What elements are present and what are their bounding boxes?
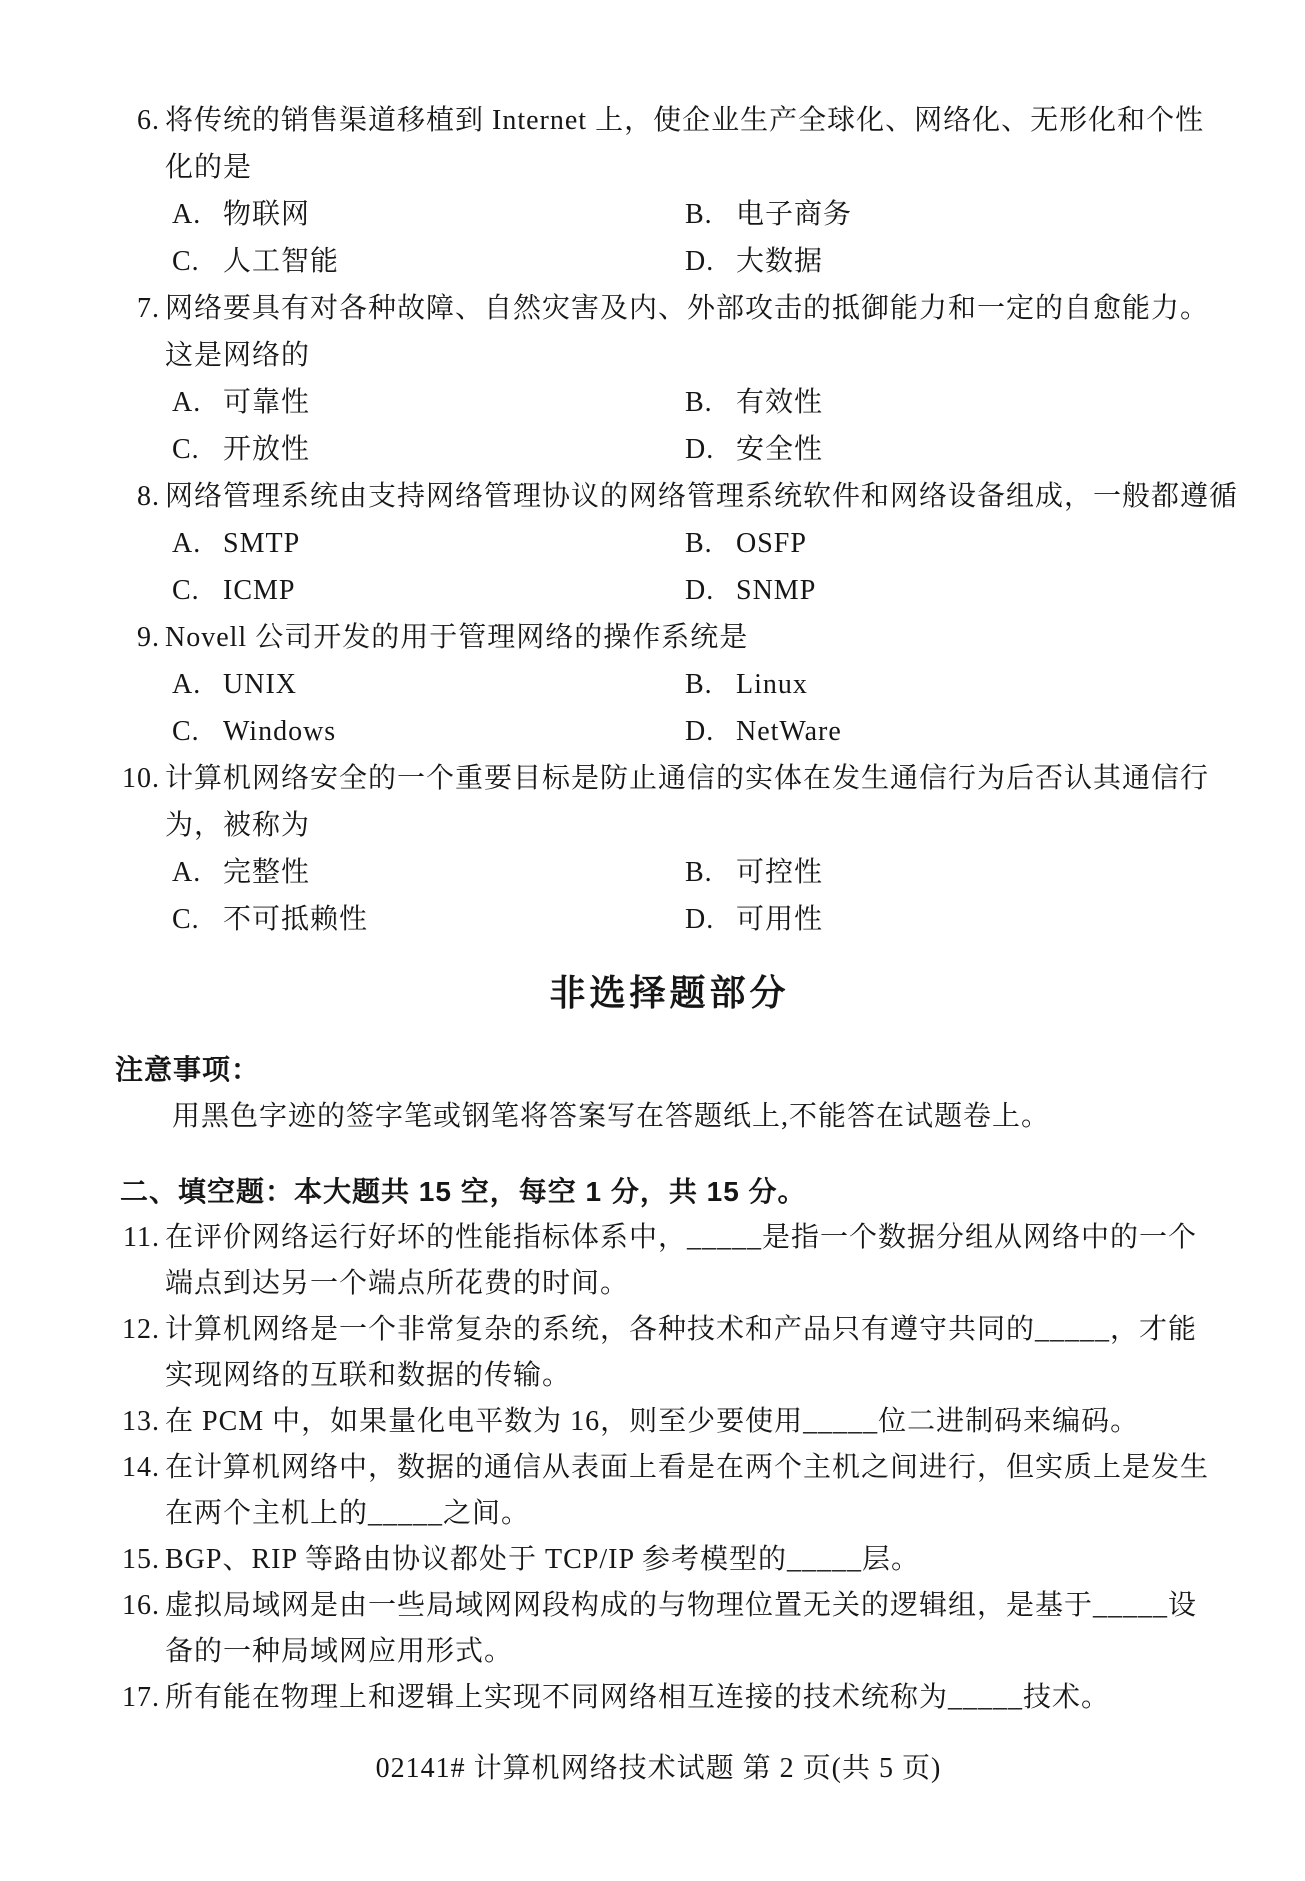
question-row (112, 144, 1205, 191)
question-line: 在评价网络运行好坏的性能指标体系中，_____是指一个数据分组从网络中的一个 (165, 1222, 1198, 1253)
question-line: 备的一种局域网应用形式。 (165, 1636, 514, 1667)
question-row (112, 614, 1205, 661)
option-letter: C. (172, 246, 200, 277)
options-row (172, 238, 1205, 285)
option-letter: A. (172, 857, 202, 888)
option-text: Windows (223, 716, 337, 747)
options-row (172, 567, 1205, 614)
question-row (112, 1537, 1205, 1583)
multiple-choice-section (112, 97, 1239, 943)
option-text: UNIX (223, 669, 297, 700)
option-text: Linux (736, 669, 808, 700)
option-letter: A. (172, 669, 202, 700)
question-row (112, 1215, 1205, 1261)
option-letter: D. (685, 434, 715, 465)
question-row (112, 1583, 1205, 1629)
option-text: SNMP (736, 575, 817, 606)
question-row (112, 1399, 1205, 1445)
question-line: 将传统的销售渠道移植到 Internet 上，使企业生产全球化、网络化、无形化和个性 (165, 105, 1205, 136)
question-block (112, 473, 1239, 614)
option-cell (685, 849, 823, 896)
question-row (112, 473, 1239, 520)
option-letter: A. (172, 528, 202, 559)
option-letter: D. (685, 716, 715, 747)
option-cell (172, 661, 685, 708)
option-text: 有效性 (736, 387, 824, 418)
question-row (112, 755, 1210, 802)
fill-in-heading: 二、填空题：本大题共 15 空，每空 1 分，共 15 分。 (120, 1176, 807, 1207)
options-row (172, 849, 1205, 896)
question-number (112, 802, 160, 849)
option-letter: B. (685, 669, 713, 700)
option-cell (172, 238, 685, 285)
option-text: 可控性 (736, 857, 824, 888)
question-line: 在计算机网络中，数据的通信从表面上看是在两个主机之间进行，但实质上是发生 (165, 1452, 1210, 1483)
question-number: 6. (137, 105, 160, 136)
option-letter: C. (172, 716, 200, 747)
question-block (112, 1445, 1210, 1537)
question-line: 化的是 (165, 152, 253, 183)
question-number: 14. (122, 1452, 160, 1483)
options-row (172, 896, 1205, 943)
option-cell (685, 379, 823, 426)
option-cell (172, 379, 685, 426)
question-number: 16. (122, 1590, 160, 1621)
question-block (112, 97, 1205, 285)
page-content (112, 97, 1239, 1792)
option-text: 开放性 (223, 434, 311, 465)
question-line: 端点到达另一个端点所花费的时间。 (165, 1268, 630, 1299)
question-row (112, 1261, 1205, 1307)
question-number (112, 1629, 160, 1675)
question-number: 8. (137, 481, 160, 512)
option-letter: A. (172, 199, 202, 230)
question-line: 在两个主机上的_____之间。 (165, 1498, 531, 1529)
question-row (112, 1629, 1205, 1675)
question-number (112, 332, 160, 379)
fill-in-section (112, 1215, 1210, 1721)
question-line: Novell 公司开发的用于管理网络的操作系统是 (165, 622, 749, 653)
option-cell (685, 567, 816, 614)
option-cell (172, 896, 685, 943)
option-letter: B. (685, 857, 713, 888)
question-number: 9. (137, 622, 160, 653)
option-text: 可用性 (736, 904, 824, 935)
option-letter: C. (172, 904, 200, 935)
option-cell (172, 191, 685, 238)
option-text: 不可抵赖性 (223, 904, 369, 935)
question-line: 计算机网络是一个非常复杂的系统，各种技术和产品只有遵守共同的_____，才能 (165, 1314, 1198, 1345)
option-text: 可靠性 (223, 387, 311, 418)
question-row (112, 1491, 1205, 1537)
option-letter: D. (685, 904, 715, 935)
question-number: 15. (122, 1544, 160, 1575)
option-letter: C. (172, 434, 200, 465)
option-letter: D. (685, 246, 715, 277)
question-line: 实现网络的互联和数据的传输。 (165, 1360, 572, 1391)
option-letter: B. (685, 199, 713, 230)
option-cell (172, 708, 685, 755)
option-cell (685, 426, 823, 473)
options-row (172, 520, 1205, 567)
question-block (112, 614, 1205, 755)
option-cell (685, 708, 842, 755)
question-line: 网络要具有对各种故障、自然灾害及内、外部攻击的抵御能力和一定的自愈能力。 (165, 293, 1210, 324)
question-number: 13. (122, 1406, 160, 1437)
options-row (172, 191, 1205, 238)
options-row (172, 708, 1205, 755)
question-number (112, 1353, 160, 1399)
option-cell (685, 191, 852, 238)
question-line: 计算机网络安全的一个重要目标是防止通信的实体在发生通信行为后否认其通信行 (165, 763, 1210, 794)
option-letter: C. (172, 575, 200, 606)
question-row (112, 802, 1205, 849)
page-footer: 02141# 计算机网络技术试题 第 2 页(共 5 页) (375, 1753, 942, 1784)
options-row (172, 661, 1205, 708)
option-cell (172, 520, 685, 567)
option-cell (172, 426, 685, 473)
question-line: 虚拟局域网是由一些局域网网段构成的与物理位置无关的逻辑组，是基于_____设 (165, 1590, 1198, 1621)
question-line: 在 PCM 中，如果量化电平数为 16，则至少要使用_____位二进制码来编码。 (165, 1406, 1140, 1437)
option-letter: B. (685, 387, 713, 418)
option-text: 物联网 (223, 199, 311, 230)
question-row (112, 1445, 1210, 1491)
option-letter: B. (685, 528, 713, 559)
question-number: 11. (123, 1222, 160, 1253)
notes-heading: 注意事项： (115, 1054, 261, 1085)
question-number: 7. (137, 293, 160, 324)
question-row (112, 332, 1205, 379)
option-text: SMTP (223, 528, 301, 559)
option-cell (172, 849, 685, 896)
option-text: 安全性 (736, 434, 824, 465)
question-row (112, 1353, 1205, 1399)
question-number: 10. (122, 763, 160, 794)
question-row (112, 1675, 1205, 1721)
question-block (112, 1307, 1205, 1399)
question-row (112, 285, 1210, 332)
question-block (112, 1675, 1205, 1721)
question-number (112, 1261, 160, 1307)
option-text: OSFP (736, 528, 807, 559)
options-row (172, 379, 1205, 426)
option-letter: A. (172, 387, 202, 418)
question-number (112, 144, 160, 191)
option-cell (685, 520, 807, 567)
question-line: BGP、RIP 等路由协议都处于 TCP/IP 参考模型的_____层。 (165, 1544, 920, 1575)
question-line: 网络管理系统由支持网络管理协议的网络管理系统软件和网络设备组成，一般都遵循 (165, 481, 1239, 512)
option-text: NetWare (736, 716, 842, 747)
question-row (112, 1307, 1205, 1353)
option-text: ICMP (223, 575, 296, 606)
question-line: 所有能在物理上和逻辑上实现不同网络相互连接的技术统称为_____技术。 (165, 1682, 1111, 1713)
option-text: 电子商务 (736, 199, 853, 230)
option-text: 人工智能 (223, 246, 340, 277)
options-row (172, 426, 1205, 473)
question-block (112, 1399, 1205, 1445)
question-number (112, 1491, 160, 1537)
question-line: 为，被称为 (165, 810, 311, 841)
question-line: 这是网络的 (165, 340, 311, 371)
option-text: 大数据 (736, 246, 824, 277)
question-block (112, 1215, 1205, 1307)
notes-body: 用黑色字迹的签字笔或钢笔将答案写在答题纸上,不能答在试题卷上。 (172, 1101, 1051, 1132)
option-cell (685, 896, 823, 943)
section-title: 非选择题部分 (549, 972, 790, 1013)
question-row (112, 97, 1205, 144)
question-block (112, 1583, 1205, 1675)
option-letter: D. (685, 575, 715, 606)
question-number: 17. (122, 1682, 160, 1713)
question-block (112, 285, 1210, 473)
option-cell (172, 567, 685, 614)
question-block (112, 1537, 1205, 1583)
option-cell (685, 661, 808, 708)
question-block (112, 755, 1210, 943)
option-text: 完整性 (223, 857, 311, 888)
question-number: 12. (122, 1314, 160, 1345)
option-cell (685, 238, 823, 285)
